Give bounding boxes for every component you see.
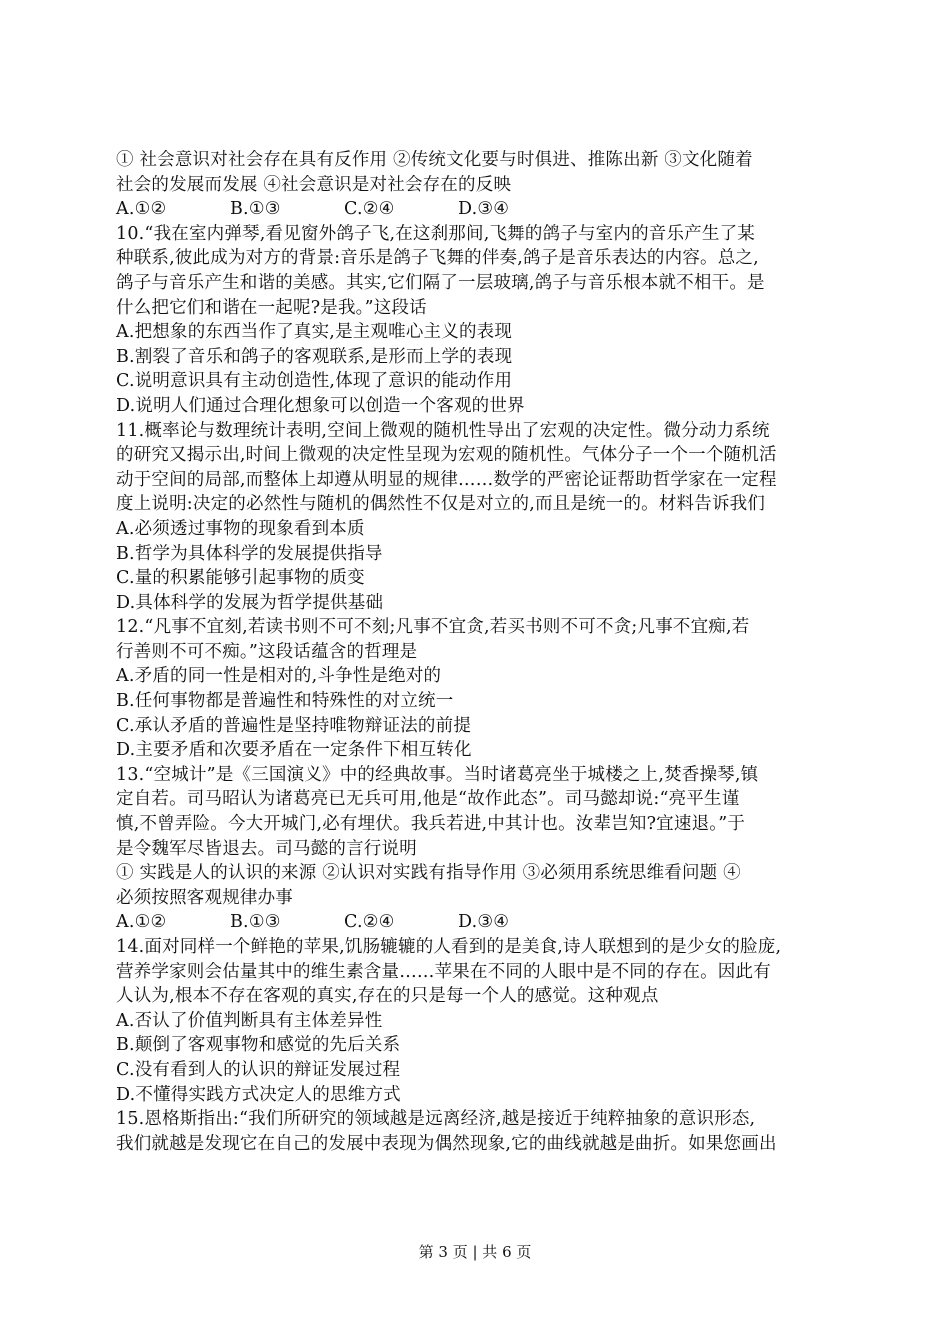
- q11-choice-a: A.必须透过事物的现象看到本质: [116, 518, 365, 539]
- q10-stem-line: 种联系,彼此成为对方的背景:音乐是鸽子飞舞的伴奏,鸽子是音乐表达的内容。总之,: [116, 248, 759, 269]
- q11-stem-line: 的研究又揭示出,时间上微观的决定性呈现为宏观的随机性。气体分子一个一个随机活: [116, 445, 777, 466]
- q10-stem-line: 10.“我在室内弹琴,看见窗外鸽子飞,在这刹那间,飞舞的鸽子与室内的音乐产生了某: [116, 223, 755, 244]
- q13-stem-line: 慎,不曾弄险。今大开城门,必有埋伏。我兵若进,中其计也。汝辈岂知?宜速退。”于: [116, 814, 746, 835]
- q10-stem-line: 什么把它们和谐在一起呢?是我。”这段话: [116, 297, 427, 318]
- q9-option-c: C.②④: [344, 199, 395, 220]
- q13-option-d: D.③④: [458, 912, 510, 933]
- q10-choice-b: B.割裂了音乐和鸽子的客观联系,是形而上学的表现: [116, 346, 513, 367]
- q11-choice-c: C.量的积累能够引起事物的质变: [116, 568, 365, 589]
- q13-options: [116, 910, 836, 935]
- q13-statement-line: 必须按照客观规律办事: [116, 887, 293, 908]
- q15-stem-line: 15.恩格斯指出:“我们所研究的领域越是远离经济,越是接近于纯粹抽象的意识形态,: [116, 1109, 756, 1130]
- q14-choice-d: D.不懂得实践方式决定人的思维方式: [116, 1084, 401, 1105]
- q14-choice-b: B.颠倒了客观事物和感觉的先后关系: [116, 1035, 401, 1056]
- q10-choice-d: D.说明人们通过合理化想象可以创造一个客观的世界: [116, 395, 525, 416]
- q13-stem-line: 13.“空城计”是《三国演义》中的经典故事。当时诸葛亮坐于城楼之上,焚香操琴,镇: [116, 764, 759, 785]
- q9-statement-line-1: ① 社会意识对社会存在具有反作用 ②传统文化要与时俱进、推陈出新 ③文化随着: [116, 150, 753, 170]
- q15-stem-line: 我们就越是发现它在自己的发展中表现为偶然现象,它的曲线就越是曲折。如果您画出: [116, 1133, 777, 1154]
- q14-stem-line: 14.面对同样一个鲜艳的苹果,饥肠辘辘的人看到的是美食,诗人联想到的是少女的脸庞,: [116, 937, 782, 957]
- q11-stem-line: 度上说明:决定的必然性与随机的偶然性不仅是对立的,而且是统一的。材料告诉我们: [116, 494, 766, 515]
- page-content: [116, 148, 836, 1156]
- q14-choice-c: C.没有看到人的认识的辩证发展过程: [116, 1059, 401, 1080]
- page-footer: 第 3 页 | 共 6 页: [418, 1243, 532, 1261]
- q13-option-c: C.②④: [344, 912, 395, 933]
- q14-stem-line: 营养学家则会估量其中的维生素含量……苹果在不同的人眼中是不同的存在。因此有: [116, 961, 771, 982]
- q11-stem-line: 11.概率论与数理统计表明,空间上微观的随机性导出了宏观的决定性。微分动力系统: [116, 420, 770, 441]
- q9-statement-line-2: 社会的发展而发展 ④社会意识是对社会存在的反映: [116, 174, 512, 195]
- q13-stem-line: 定自若。司马昭认为诸葛亮已无兵可用,他是“故作此态”。司马懿却说:“亮平生谨: [116, 789, 740, 810]
- q12-choice-c: C.承认矛盾的普遍性是坚持唯物辩证法的前提: [116, 715, 472, 736]
- q12-choice-a: A.矛盾的同一性是相对的,斗争性是绝对的: [116, 666, 442, 687]
- q13-stem-line: 是令魏军尽皆退去。司马懿的言行说明: [116, 838, 417, 859]
- q13-option-a: A.①②: [116, 912, 167, 933]
- q11-choice-d: D.具体科学的发展为哲学提供基础: [116, 592, 384, 613]
- q9-options: [116, 197, 836, 222]
- q10-choice-c: C.说明意识具有主动创造性,体现了意识的能动作用: [116, 371, 513, 392]
- q14-stem-line: 人认为,根本不存在客观的真实,存在的只是每一个人的感觉。这种观点: [116, 986, 659, 1007]
- q9-option-d: D.③④: [458, 199, 510, 220]
- q12-choice-d: D.主要矛盾和次要矛盾在一定条件下相互转化: [116, 740, 472, 761]
- q13-statement-line: ① 实践是人的认识的来源 ②认识对实践有指导作用 ③必须用系统思维看问题 ④: [116, 863, 741, 884]
- q12-stem-line: 12.“凡事不宜刻,若读书则不可不刻;凡事不宜贪,若买书则不可不贪;凡事不宜痴,若: [116, 617, 750, 638]
- q9-option-b: B.①③: [230, 199, 281, 220]
- q11-choice-b: B.哲学为具体科学的发展提供指导: [116, 543, 383, 564]
- q10-choice-a: A.把想象的东西当作了真实,是主观唯心主义的表现: [116, 322, 513, 343]
- q10-stem-line: 鸽子与音乐产生和谐的美感。其实,它们隔了一层玻璃,鸽子与音乐根本就不相干。是: [116, 272, 765, 293]
- q13-option-b: B.①③: [230, 912, 281, 933]
- q12-stem-line: 行善则不可不痴。”这段话蕴含的哲理是: [116, 641, 418, 662]
- q9-option-a: A.①②: [116, 199, 167, 220]
- q11-stem-line: 动于空间的局部,而整体上却遵从明显的规律……数学的严密论证帮助哲学家在一定程: [116, 469, 777, 490]
- q14-choice-a: A.否认了价值判断具有主体差异性: [116, 1010, 383, 1031]
- q12-choice-b: B.任何事物都是普遍性和特殊性的对立统一: [116, 691, 454, 712]
